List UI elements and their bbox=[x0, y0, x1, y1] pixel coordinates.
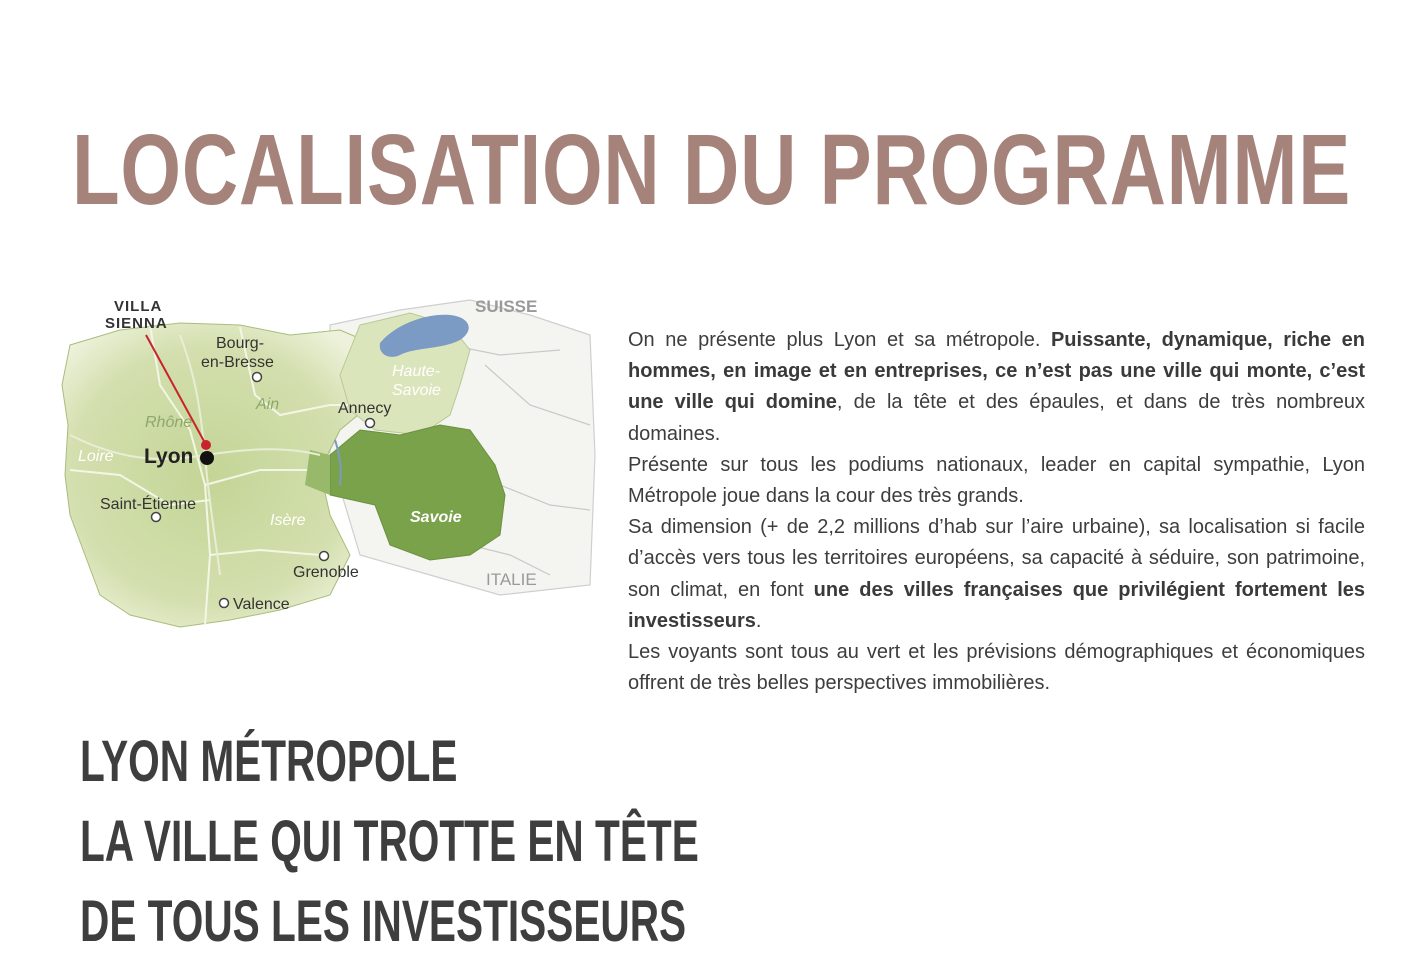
label-suisse: SUISSE bbox=[475, 297, 538, 316]
label-bourg-2: en-Bresse bbox=[201, 354, 274, 371]
label-bourg-1: Bourg- bbox=[216, 335, 265, 352]
paragraph-1-emphasis: Puissante, dynamique, riche en hommes, en image et en entreprises, ce n’est pas une ville qui monte, c’est une ville qui domine bbox=[628, 329, 1366, 414]
label-haute-savoie-2: Savoie bbox=[392, 382, 441, 399]
region-map bbox=[30, 255, 600, 685]
paragraph-4: Les voyants sont tous au vert et les prévisions démographiques et économiques offrent de très belles perspectives immobilières. bbox=[628, 641, 1365, 695]
subtitle-line-1: LYON MÉTROPOLE bbox=[80, 729, 458, 794]
label-isere: Isère bbox=[270, 512, 306, 529]
label-saint-etienne: Saint-Étienne bbox=[100, 496, 197, 513]
region-map-svg bbox=[30, 255, 600, 685]
label-loire: Loire bbox=[78, 448, 114, 465]
paragraph-3-emphasis: une des villes françaises que privilégient fortement les investisseurs bbox=[628, 578, 1365, 632]
label-grenoble: Grenoble bbox=[293, 564, 359, 581]
label-lyon: Lyon bbox=[144, 445, 194, 468]
marker-dot bbox=[201, 440, 211, 450]
city-dot-saint-etienne bbox=[152, 513, 161, 522]
paragraph-3: Sa dimension (+ de 2,2 millions d’hab sur l’aire urbaine), sa localisation si facile d’accès vers tous les territoires européens, sa capacité à séduire, son patrimoine, son climat, en font une des villes françaises que privilégient fortement les investisseurs. bbox=[628, 516, 1365, 632]
paragraph-1: On ne présente plus Lyon et sa métropole. Puissante, dynamique, riche en hommes, en image et en entreprises, ce n’est pas une ville qui monte, c’est une ville qui domine, de la tête et des épaules, et dans de très nombreux domaines. bbox=[628, 329, 1366, 445]
label-ain: Ain bbox=[256, 396, 280, 413]
paragraph-2: Présente sur tous les podiums nationaux, leader en capital sympathie, Lyon Métropole joue dans la cour des très grands. bbox=[628, 453, 1365, 508]
marker-label-sienna: SIENNA bbox=[105, 315, 168, 332]
city-dot-annecy bbox=[366, 419, 375, 428]
city-dot-lyon bbox=[200, 451, 214, 465]
section-subtitle bbox=[80, 722, 699, 962]
label-rhone: Rhône bbox=[145, 414, 193, 431]
label-italie: ITALIE bbox=[486, 570, 537, 589]
page-title: LOCALISATION DU PROGRAMME bbox=[72, 114, 1352, 226]
subtitle-line-2: LA VILLE QUI TROTTE EN TÊTE bbox=[80, 809, 699, 874]
label-savoie: Savoie bbox=[410, 509, 462, 526]
city-dot-bourg bbox=[253, 373, 262, 382]
city-dot-valence bbox=[220, 599, 229, 608]
body-text bbox=[628, 325, 1365, 699]
marker-label-villa: VILLA bbox=[114, 298, 163, 315]
subtitle-line-3: DE TOUS LES INVESTISSEURS bbox=[80, 889, 687, 954]
city-dot-grenoble bbox=[320, 552, 329, 561]
label-haute-savoie-1: Haute- bbox=[392, 363, 441, 380]
label-annecy: Annecy bbox=[338, 400, 392, 417]
label-valence: Valence bbox=[233, 596, 290, 613]
